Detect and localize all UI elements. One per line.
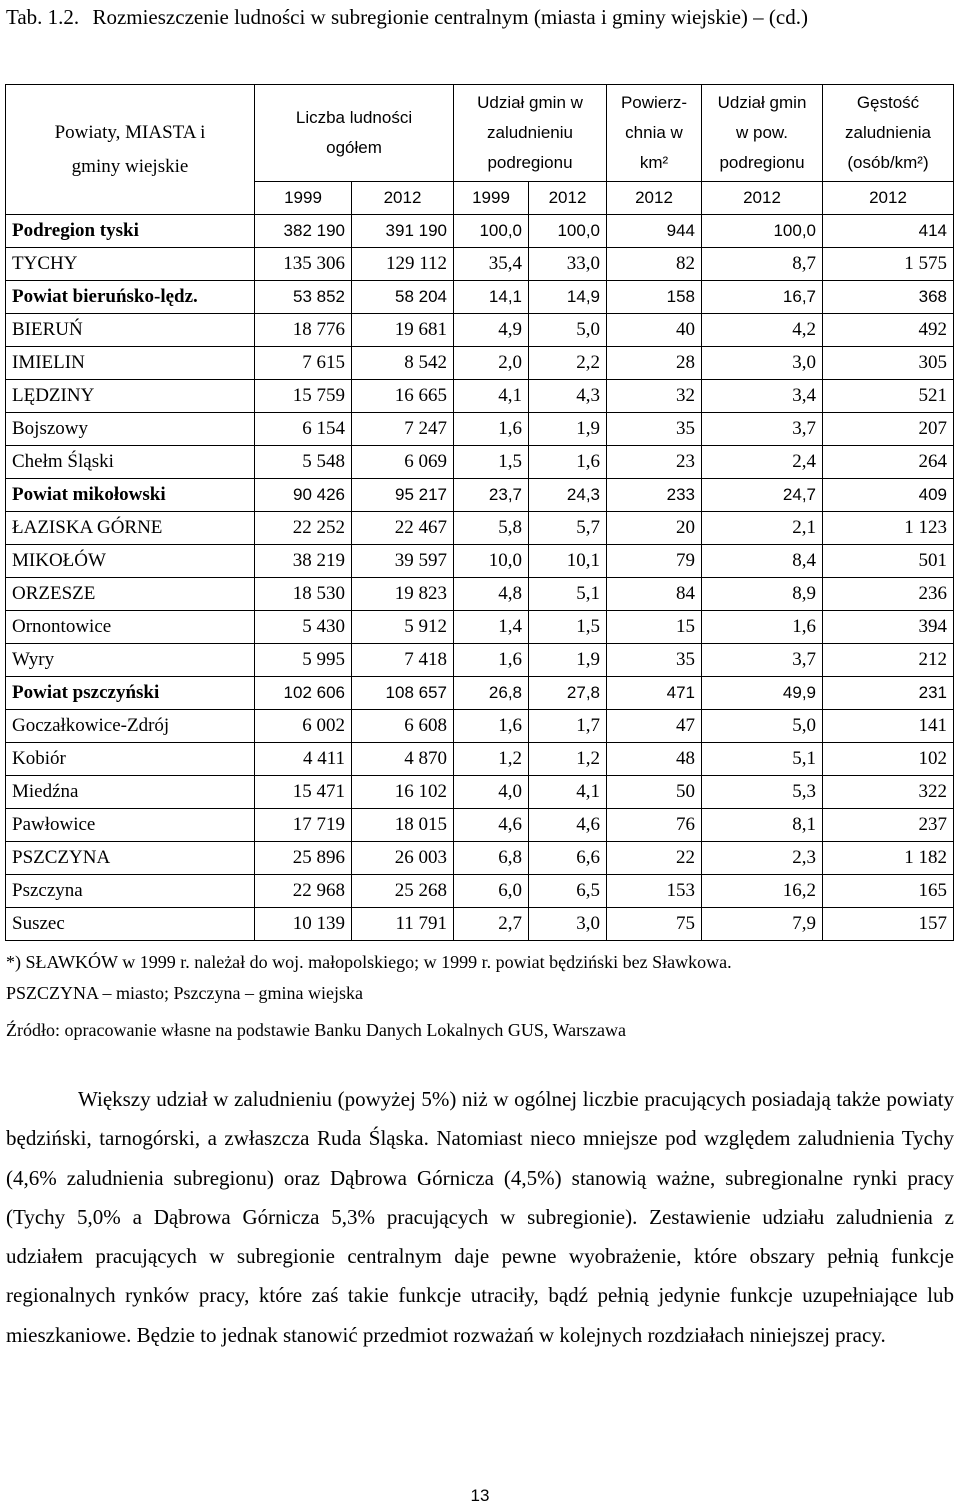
row-value: 305 [823,347,954,380]
row-value: 10,1 [529,545,607,578]
row-value: 1,9 [529,413,607,446]
row-value: 521 [823,380,954,413]
table-row [6,248,954,281]
row-value: 8,4 [702,545,823,578]
row-value: 237 [823,809,954,842]
row-value: 1,2 [454,743,529,776]
row-value: 7,9 [702,908,823,941]
row-value: 1 182 [823,842,954,875]
row-value: 5 430 [255,611,352,644]
row-name: BIERUŃ [6,314,255,347]
row-name: Powiat pszczyński [6,677,255,710]
year-header: 2012 [352,182,454,215]
row-value: 76 [607,809,702,842]
table-row [6,380,954,413]
row-value: 47 [607,710,702,743]
year-header: 2012 [702,182,823,215]
row-name: Bojszowy [6,413,255,446]
row-value: 1,6 [454,710,529,743]
row-value: 6 002 [255,710,352,743]
row-value: 4 411 [255,743,352,776]
row-value: 157 [823,908,954,941]
row-value: 158 [607,281,702,314]
row-value: 5,1 [529,578,607,611]
table-notes [6,947,954,1046]
row-value: 25 896 [255,842,352,875]
row-value: 19 681 [352,314,454,347]
row-value: 3,0 [702,347,823,380]
row-value: 1,4 [454,611,529,644]
row-value: 19 823 [352,578,454,611]
row-name: ŁAZISKA GÓRNE [6,512,255,545]
table-row [6,545,954,578]
row-value: 5,7 [529,512,607,545]
row-value: 6,6 [529,842,607,875]
row-value: 32 [607,380,702,413]
row-value: 28 [607,347,702,380]
row-value: 231 [823,677,954,710]
row-name: ORZESZE [6,578,255,611]
row-value: 22 467 [352,512,454,545]
row-value: 11 791 [352,908,454,941]
row-value: 84 [607,578,702,611]
header-powierzchnia: Powierz-chnia w km² [607,85,702,182]
row-value: 233 [607,479,702,512]
row-value: 20 [607,512,702,545]
row-name: Chełm Śląski [6,446,255,479]
row-value: 26,8 [454,677,529,710]
row-value: 5,0 [702,710,823,743]
row-value: 22 252 [255,512,352,545]
row-value: 102 [823,743,954,776]
table-row [6,842,954,875]
page-number: 13 [470,1486,490,1505]
row-value: 8,9 [702,578,823,611]
row-value: 5,3 [702,776,823,809]
row-value: 79 [607,545,702,578]
row-value: 7 418 [352,644,454,677]
table-row [6,743,954,776]
table-row [6,512,954,545]
row-value: 5,0 [529,314,607,347]
table-row [6,677,954,710]
row-value: 108 657 [352,677,454,710]
row-value: 212 [823,644,954,677]
row-value: 2,7 [454,908,529,941]
row-value: 3,4 [702,380,823,413]
row-value: 8,7 [702,248,823,281]
row-value: 100,0 [454,215,529,248]
row-value: 8 542 [352,347,454,380]
row-value: 22 [607,842,702,875]
row-value: 15 471 [255,776,352,809]
header-powiaty: Powiaty, MIASTA i gminy wiejskie [6,85,255,215]
row-value: 4,6 [529,809,607,842]
row-value: 207 [823,413,954,446]
row-value: 2,2 [529,347,607,380]
row-value: 35,4 [454,248,529,281]
row-name: Pszczyna [6,875,255,908]
row-value: 944 [607,215,702,248]
row-value: 165 [823,875,954,908]
row-value: 35 [607,644,702,677]
row-value: 409 [823,479,954,512]
row-value: 6,5 [529,875,607,908]
row-value: 100,0 [702,215,823,248]
row-value: 501 [823,545,954,578]
row-value: 25 268 [352,875,454,908]
row-value: 322 [823,776,954,809]
row-value: 75 [607,908,702,941]
row-value: 4,0 [454,776,529,809]
row-value: 33,0 [529,248,607,281]
row-value: 368 [823,281,954,314]
row-value: 6 154 [255,413,352,446]
row-value: 100,0 [529,215,607,248]
table-row [6,809,954,842]
source-note: Źródło: opracowanie własne na podstawie Banku Danych Lokalnych GUS, Warszawa [6,1020,627,1040]
row-value: 26 003 [352,842,454,875]
row-value: 58 204 [352,281,454,314]
row-value: 129 112 [352,248,454,281]
row-value: 1,6 [454,413,529,446]
row-value: 90 426 [255,479,352,512]
row-value: 1,6 [702,611,823,644]
row-name: IMIELIN [6,347,255,380]
row-value: 53 852 [255,281,352,314]
table-row [6,347,954,380]
row-value: 4,9 [454,314,529,347]
footnote-pszczyna: PSZCZYNA – miasto; Pszczyna – gmina wiejska [6,983,363,1003]
year-header: 1999 [454,182,529,215]
row-name: Miedźna [6,776,255,809]
row-value: 1,6 [529,446,607,479]
row-name: Powiat bieruńsko-lędz. [6,281,255,314]
row-value: 2,4 [702,446,823,479]
table-row [6,875,954,908]
row-value: 391 190 [352,215,454,248]
table-row [6,776,954,809]
table-row [6,215,954,248]
row-value: 8,1 [702,809,823,842]
row-name: TYCHY [6,248,255,281]
row-value: 2,3 [702,842,823,875]
row-value: 48 [607,743,702,776]
row-value: 6,8 [454,842,529,875]
row-value: 153 [607,875,702,908]
table-row [6,908,954,941]
row-value: 24,3 [529,479,607,512]
row-value: 394 [823,611,954,644]
body-paragraph: Większy udział w zaludnieniu (powyżej 5%) niż w ogólnej liczbie pracujących posiadają także powiaty będziński, tarnogórski, a zwłaszcza Ruda Śląska. Natomiast nieco mniejsze pod względem zaludnienia Tychy (4,6% zaludnienia subregionu) oraz Dąbrowa Górnicza (4,5%) stanowią ważne, subregionalne rynki pracy (Tychy 5,0% a Dąbrowa Górnicza 5,3% pracujących w subregionie). Zestawienie udziału zaludnienia z udziałem pracujących w subregionie centralnym daje pewne wyobrażenie, które obszary pełnią funkcje regionalnych rynków pracy, które zaś takie funkcje utraciły, bądź pełnią jedynie funkcje uzupełniające lub mieszkaniowe. Będzie to jednak stanowić przedmiot rozważań w kolejnych rozdziałach niniejszej pracy. [6,1087,954,1347]
row-value: 22 968 [255,875,352,908]
header-gestosc: Gęstość zaludnienia (osób/km²) [823,85,954,182]
row-value: 1,9 [529,644,607,677]
row-value: 382 190 [255,215,352,248]
row-value: 1,7 [529,710,607,743]
row-value: 7 247 [352,413,454,446]
table-row [6,611,954,644]
table-body [6,215,954,941]
row-value: 39 597 [352,545,454,578]
row-value: 141 [823,710,954,743]
table-row [6,578,954,611]
row-name: Podregion tyski [6,215,255,248]
row-value: 236 [823,578,954,611]
row-value: 27,8 [529,677,607,710]
row-name: Wyry [6,644,255,677]
row-value: 50 [607,776,702,809]
row-value: 14,1 [454,281,529,314]
header-udzial-zaludnienie: Udział gmin w zaludnieniu podregionu [454,85,607,182]
row-value: 414 [823,215,954,248]
row-value: 1,2 [529,743,607,776]
row-value: 18 015 [352,809,454,842]
population-table [5,84,954,941]
row-value: 23 [607,446,702,479]
row-value: 15 759 [255,380,352,413]
row-value: 102 606 [255,677,352,710]
row-value: 4 870 [352,743,454,776]
row-value: 492 [823,314,954,347]
row-value: 264 [823,446,954,479]
row-value: 1,5 [529,611,607,644]
caption-number: Tab. 1.2. [6,5,80,29]
header-liczba-ludnosci: Liczba ludności ogółem [255,85,454,182]
row-value: 2,0 [454,347,529,380]
row-value: 49,9 [702,677,823,710]
table-row [6,446,954,479]
table-caption [6,0,954,34]
row-value: 15 [607,611,702,644]
row-value: 95 217 [352,479,454,512]
table-row [6,644,954,677]
row-value: 16 102 [352,776,454,809]
row-value: 7 615 [255,347,352,380]
row-value: 1 123 [823,512,954,545]
row-value: 1,5 [454,446,529,479]
row-value: 18 776 [255,314,352,347]
row-name: Kobiór [6,743,255,776]
row-value: 3,0 [529,908,607,941]
row-value: 4,2 [702,314,823,347]
row-value: 5,1 [702,743,823,776]
row-value: 82 [607,248,702,281]
row-value: 14,9 [529,281,607,314]
row-value: 6 069 [352,446,454,479]
row-value: 23,7 [454,479,529,512]
row-value: 35 [607,413,702,446]
row-value: 10,0 [454,545,529,578]
row-value: 4,6 [454,809,529,842]
row-value: 6 608 [352,710,454,743]
table-row [6,413,954,446]
row-name: Suszec [6,908,255,941]
row-value: 18 530 [255,578,352,611]
footnote-slawkow: *) SŁAWKÓW w 1999 r. należał do woj. małopolskiego; w 1999 r. powiat będziński bez Sławkowa. [6,952,732,972]
row-name: Powiat mikołowski [6,479,255,512]
row-value: 4,1 [454,380,529,413]
year-header: 2012 [823,182,954,215]
row-name: Pawłowice [6,809,255,842]
row-value: 4,3 [529,380,607,413]
table-row [6,710,954,743]
row-value: 5 995 [255,644,352,677]
row-value: 38 219 [255,545,352,578]
row-value: 24,7 [702,479,823,512]
row-name: Goczałkowice-Zdrój [6,710,255,743]
row-value: 3,7 [702,644,823,677]
row-value: 17 719 [255,809,352,842]
row-value: 40 [607,314,702,347]
table-row [6,314,954,347]
table-row [6,281,954,314]
row-value: 5 912 [352,611,454,644]
row-value: 471 [607,677,702,710]
row-value: 5,8 [454,512,529,545]
row-value: 3,7 [702,413,823,446]
year-header: 1999 [255,182,352,215]
row-value: 16,2 [702,875,823,908]
row-value: 6,0 [454,875,529,908]
year-header: 2012 [607,182,702,215]
year-header: 2012 [529,182,607,215]
row-name: LĘDZINY [6,380,255,413]
row-value: 2,1 [702,512,823,545]
caption-text: Rozmieszczenie ludności w subregionie centralnym (miasta i gminy wiejskie) – (cd.) [92,5,808,29]
row-value: 10 139 [255,908,352,941]
row-value: 1,6 [454,644,529,677]
row-value: 16,7 [702,281,823,314]
table-row [6,479,954,512]
row-value: 4,1 [529,776,607,809]
row-value: 5 548 [255,446,352,479]
row-name: MIKOŁÓW [6,545,255,578]
row-value: 16 665 [352,380,454,413]
header-udzial-powierzchnia: Udział gmin w pow. podregionu [702,85,823,182]
row-name: Ornontowice [6,611,255,644]
row-value: 135 306 [255,248,352,281]
row-value: 1 575 [823,248,954,281]
row-name: PSZCZYNA [6,842,255,875]
row-value: 4,8 [454,578,529,611]
